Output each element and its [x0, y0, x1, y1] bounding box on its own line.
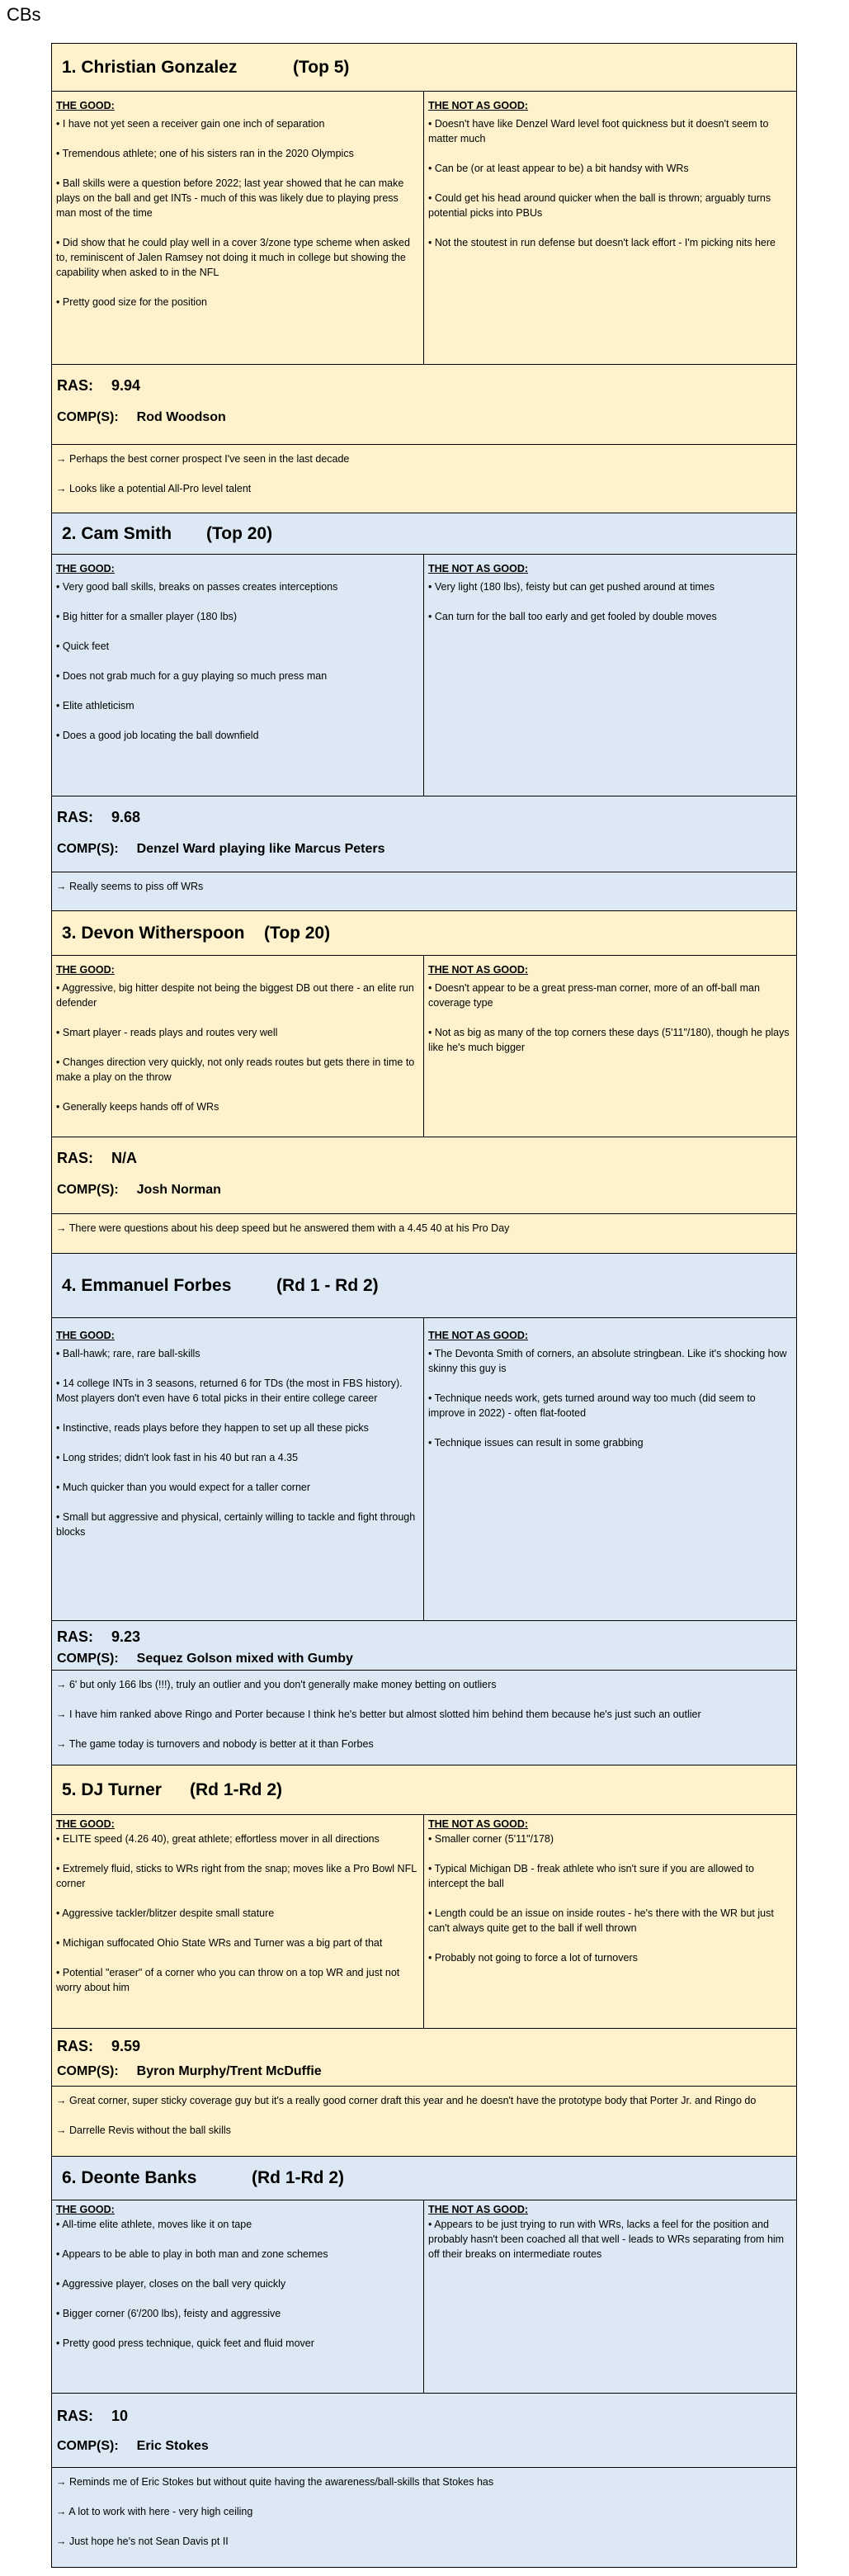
notes-block	[52, 445, 796, 518]
good-item: • Pretty good size for the position	[56, 296, 207, 308]
player-header	[52, 911, 796, 956]
player-rank: (Top 20)	[206, 523, 273, 543]
not-good-item: • Probably not going to force a lot of turnovers	[428, 1952, 638, 1964]
note-item: → The game today is turnovers and nobody is better at it than Forbes	[56, 1738, 374, 1750]
good-item: • Does a good job locating the ball downfield	[56, 730, 259, 741]
ras-comp-block	[52, 1621, 796, 1671]
ras-comp-block	[52, 1137, 796, 1214]
good-item: • Aggressive tackler/blitzer despite small stature	[56, 1907, 275, 1919]
note-item: → 6' but only 166 lbs (!!!), truly an outlier and you don't generally make money betting on outliers	[56, 1679, 497, 1690]
player-card-forbes	[51, 1253, 797, 1765]
good-item: • Long strides; didn't look fast in his 40 but ran a 4.35	[56, 1452, 299, 1463]
not-good-item: • Can be (or at least appear to be) a bit handsy with WRs	[428, 163, 689, 174]
player-card-banks	[51, 2156, 797, 2568]
good-item: • 14 college INTs in 3 seasons, returned 6 for TDs (the most in FBS history). Most players don't even have 6 total picks in their entire college career	[56, 1378, 403, 1404]
good-item: • Appears to be able to play in both man and zone schemes	[56, 2248, 328, 2260]
good-item: • Much quicker than you would expect for a taller corner	[56, 1482, 311, 1493]
good-title: THE GOOD:	[56, 964, 115, 976]
good-bad-columns	[52, 92, 796, 365]
good-item: • Tremendous athlete; one of his sisters ran in the 2020 Olympics	[56, 148, 354, 159]
player-card-turner	[51, 1765, 797, 2157]
good-item: • Did show that he could play well in a cover 3/zone type scheme when asked to, reminiscent of Jalen Ramsey not doing it much in college but showing the capability when asked to in the NFL	[56, 237, 410, 278]
good-item: • Big hitter for a smaller player (180 lbs)	[56, 611, 238, 622]
not-good-title: THE NOT AS GOOD:	[428, 100, 529, 111]
not-good-item: • Doesn't appear to be a great press-man corner, more of an off-ball man coverage type	[428, 982, 760, 1009]
good-item: • ELITE speed (4.26 40), great athlete; effortless mover in all directions	[56, 1833, 380, 1845]
notes-block	[52, 2087, 796, 2157]
good-column	[52, 92, 424, 364]
good-item: • Elite athleticism	[56, 700, 134, 711]
good-bad-columns	[52, 1318, 796, 1621]
not-good-column	[424, 956, 796, 1137]
good-item: • Bigger corner (6'/200 lbs), feisty and aggressive	[56, 2308, 281, 2319]
notes-block	[52, 1671, 796, 1765]
ras-comp-block	[52, 365, 796, 445]
notes-block	[52, 872, 796, 911]
player-header	[52, 2157, 796, 2200]
page-title: CBs	[7, 4, 41, 25]
not-good-title: THE NOT AS GOOD:	[428, 1330, 529, 1341]
good-bad-columns	[52, 2200, 796, 2394]
good-title: THE GOOD:	[56, 1818, 115, 1830]
good-item: • Michigan suffocated Ohio State WRs and Turner was a big part of that	[56, 1937, 383, 1949]
note-item: → There were questions about his deep speed but he answered them with a 4.45 40 at his Pro Day	[56, 1222, 510, 1234]
not-good-column	[424, 1815, 796, 2028]
player-name: 1. Christian Gonzalez	[62, 57, 238, 77]
good-item: • Potential "eraser" of a corner who you can throw on a top WR and just not worry about him	[56, 1967, 400, 1993]
player-comp: COMP(S): Josh Norman	[57, 1183, 221, 1197]
not-good-item: • Very light (180 lbs), feisty but can get pushed around at times	[428, 581, 715, 593]
good-bad-columns	[52, 555, 796, 796]
good-item: • Aggressive player, closes on the ball very quickly	[56, 2278, 286, 2290]
good-column	[52, 1318, 424, 1620]
player-rank: (Top 20)	[264, 923, 331, 943]
ras-score: RAS: N/A	[57, 1150, 137, 1166]
good-item: • Very good ball skills, breaks on passes creates interceptions	[56, 581, 338, 593]
not-good-item: • Appears to be just trying to run with WRs, lacks a feel for the position and probably hasn't been coached all that well - leads to WRs separating from him off their breaks on intermediate routes	[428, 2219, 785, 2260]
ras-score: RAS: 9.68	[57, 809, 141, 825]
good-title: THE GOOD:	[56, 100, 115, 111]
player-rank: (Rd 1 - Rd 2)	[276, 1275, 379, 1295]
player-rank: (Rd 1-Rd 2)	[252, 2168, 344, 2187]
player-name: 6. Deonte Banks	[62, 2168, 197, 2187]
notes-block	[52, 1214, 796, 1254]
good-column	[52, 2200, 424, 2393]
not-good-title: THE NOT AS GOOD:	[428, 1818, 529, 1830]
player-name: 2. Cam Smith	[62, 523, 172, 543]
note-item: → Great corner, super sticky coverage guy but it's a really good corner draft this year and he doesn't have the prototype body that Porter Jr. and Ringo do	[56, 2095, 757, 2106]
not-good-title: THE NOT AS GOOD:	[428, 563, 529, 574]
not-good-item: • Not as big as many of the top corners these days (5'11"/180), though he plays like he's much bigger	[428, 1027, 790, 1053]
good-item: • Pretty good press technique, quick feet and fluid mover	[56, 2337, 314, 2349]
ras-score: RAS: 9.94	[57, 377, 141, 394]
player-comp: COMP(S): Denzel Ward playing like Marcus Peters	[57, 842, 385, 856]
ras-score: RAS: 9.23	[57, 1628, 141, 1645]
note-item: → Reminds me of Eric Stokes but without quite having the awareness/ball-skills that Stokes has	[56, 2476, 494, 2488]
player-comp: COMP(S): Eric Stokes	[57, 2439, 209, 2453]
ras-comp-block	[52, 2394, 796, 2468]
not-good-item: • Smaller corner (5'11"/178)	[428, 1833, 554, 1845]
good-column	[52, 1815, 424, 2028]
not-good-item: • Length could be an issue on inside routes - he's there with the WR but just can't always quite get to the ball if well thrown	[428, 1907, 774, 1934]
not-good-title: THE NOT AS GOOD:	[428, 2204, 529, 2215]
note-item: → A lot to work with here - very high ceiling	[56, 2506, 253, 2517]
not-good-item: • Doesn't have like Denzel Ward level foot quickness but it doesn't seem to matter much	[428, 118, 769, 144]
not-good-item: • Typical Michigan DB - freak athlete who isn't sure if you are allowed to intercept the ball	[428, 1863, 754, 1889]
note-item: → I have him ranked above Ringo and Porter because I think he's better but almost slotted him behind them because he's just such an outlier	[56, 1709, 701, 1720]
good-item: • Aggressive, big hitter despite not being the biggest DB out there - an elite run defender	[56, 982, 414, 1009]
not-good-item: • Technique issues can result in some grabbing	[428, 1437, 644, 1449]
ras-score: RAS: 10	[57, 2408, 129, 2424]
player-card-witherspoon	[51, 910, 797, 1254]
note-item: → Perhaps the best corner prospect I've seen in the last decade	[56, 453, 350, 465]
good-bad-columns	[52, 1815, 796, 2029]
note-item: → Really seems to piss off WRs	[56, 881, 204, 892]
not-good-item: • Not the stoutest in run defense but doesn't lack effort - I'm picking nits here	[428, 237, 776, 248]
not-good-column	[424, 555, 796, 796]
good-item: • Changes direction very quickly, not only reads routes but gets there in time to make a play on the throw	[56, 1056, 415, 1083]
good-title: THE GOOD:	[56, 563, 115, 574]
ras-score: RAS: 9.59	[57, 2038, 141, 2054]
notes-block	[52, 2468, 796, 2567]
good-item: • Smart player - reads plays and routes very well	[56, 1027, 278, 1038]
good-item: • Small but aggressive and physical, certainly willing to tackle and fight through blocks	[56, 1511, 416, 1538]
player-rank: (Top 5)	[293, 57, 350, 77]
player-header	[52, 1765, 796, 1815]
note-item: → Darrelle Revis without the ball skills	[56, 2125, 231, 2136]
good-item: • All-time elite athlete, moves like it on tape	[56, 2219, 252, 2230]
good-column	[52, 956, 424, 1137]
player-card-smith	[51, 513, 797, 911]
not-good-column	[424, 92, 796, 364]
good-item: • Extremely fluid, sticks to WRs right from the snap; moves like a Pro Bowl NFL corner	[56, 1863, 417, 1889]
not-good-item: • Could get his head around quicker when the ball is thrown; arguably turns potential picks into PBUs	[428, 192, 771, 219]
good-bad-columns	[52, 956, 796, 1137]
player-header	[52, 1254, 796, 1318]
not-good-item: • Technique needs work, gets turned around way too much (did seem to improve in 2022) - often flat-footed	[428, 1392, 756, 1419]
not-good-item: • The Devonta Smith of corners, an absolute stringbean. Like it's shocking how skinny this guy is	[428, 1348, 787, 1374]
player-name: 5. DJ Turner	[62, 1780, 162, 1799]
player-header	[52, 44, 796, 92]
good-item: • Quick feet	[56, 640, 110, 652]
good-item: • Does not grab much for a guy playing so much press man	[56, 670, 328, 682]
not-good-title: THE NOT AS GOOD:	[428, 964, 529, 976]
player-name: 3. Devon Witherspoon	[62, 923, 245, 943]
good-title: THE GOOD:	[56, 1330, 115, 1341]
player-comp: COMP(S): Sequez Golson mixed with Gumby	[57, 1652, 353, 1666]
good-item: • Instinctive, reads plays before they happen to set up all these picks	[56, 1422, 369, 1434]
good-item: • Generally keeps hands off of WRs	[56, 1101, 219, 1113]
not-good-item: • Can turn for the ball too early and get fooled by double moves	[428, 611, 717, 622]
good-item: • I have not yet seen a receiver gain one inch of separation	[56, 118, 325, 130]
good-title: THE GOOD:	[56, 2204, 115, 2215]
not-good-column	[424, 2200, 796, 2393]
ras-comp-block	[52, 796, 796, 872]
ras-comp-block	[52, 2029, 796, 2087]
good-column	[52, 555, 424, 796]
good-item: • Ball-hawk; rare, rare ball-skills	[56, 1348, 200, 1359]
player-header	[52, 513, 796, 555]
player-card-gonzalez	[51, 43, 797, 518]
player-comp: COMP(S): Rod Woodson	[57, 410, 226, 424]
not-good-column	[424, 1318, 796, 1620]
player-rank: (Rd 1-Rd 2)	[190, 1780, 282, 1799]
note-item: → Looks like a potential All-Pro level talent	[56, 483, 252, 494]
good-item: • Ball skills were a question before 2022; last year showed that he can make plays on the ball and get INTs - much of this was likely due to playing press man most of the time	[56, 177, 404, 219]
player-name: 4. Emmanuel Forbes	[62, 1275, 232, 1295]
player-comp: COMP(S): Byron Murphy/Trent McDuffie	[57, 2064, 322, 2078]
note-item: → Just hope he's not Sean Davis pt II	[56, 2536, 229, 2547]
